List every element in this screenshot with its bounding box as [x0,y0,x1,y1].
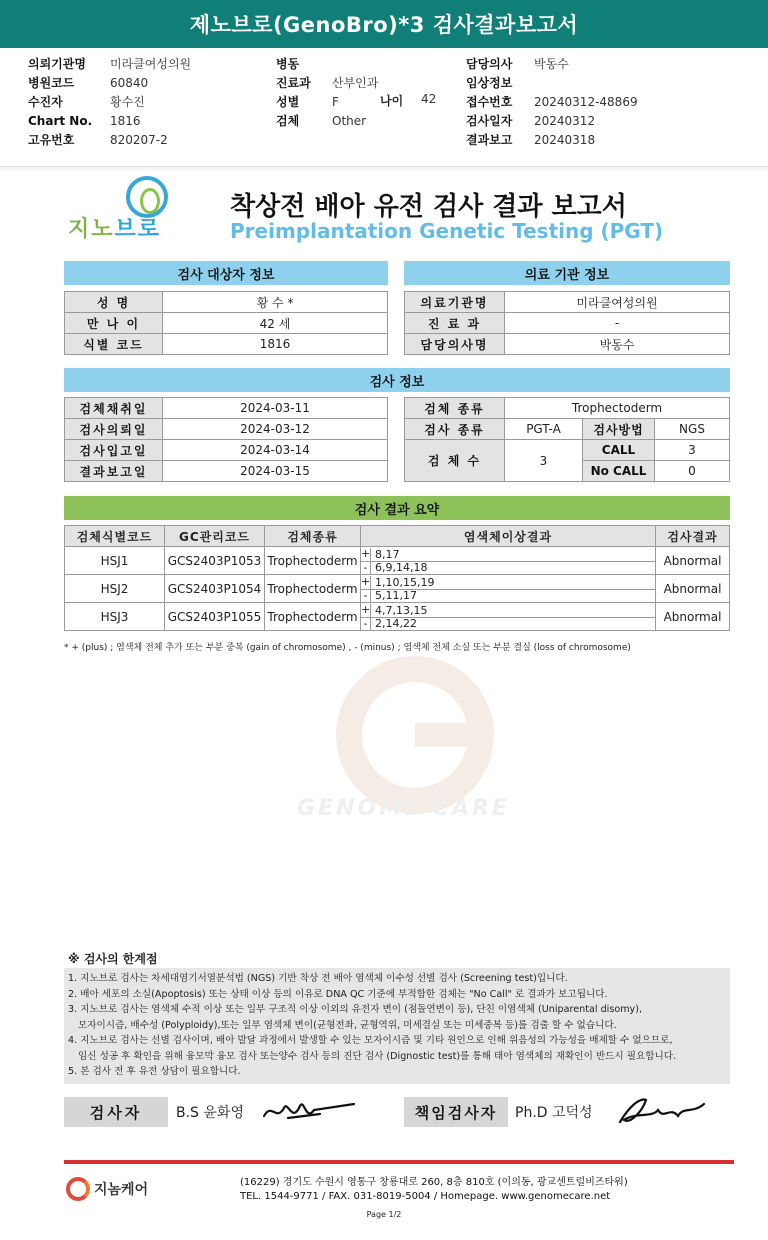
report-date: 2024-03-15 [163,461,388,482]
clinic-org-label: 의료기관명 [405,292,505,313]
limitations-box [64,968,730,1084]
genobro-logo [62,176,192,244]
limitation-line: 임신 성공 후 확인을 위해 융모막 융모 검사 또는양수 검사 등의 진단 검사 (Dignostic test)를 통해 태아 염색체의 재확인이 반드시 필요합니다. [78,1050,677,1062]
limitation-line: 4. 지노브로 검사는 선별 검사이며, 배아 발달 과정에서 발생할 수 있는 모자이시즘 및 기타 원인으로 인해 위음성의 가능성을 배제할 수 없으므로, [68,1035,673,1046]
sample-id: HSJ1 [65,547,165,575]
plus-sign: + [361,602,371,616]
sample-id: HSJ2 [65,575,165,603]
footer-divider [64,1160,734,1164]
header-label: 담당의사 [466,57,513,71]
subject-age-label: 만 나 이 [65,313,163,334]
call-label: CALL [583,440,655,461]
watermark-text: GENOME CARE [297,796,510,821]
header-column-1 [28,54,191,149]
minus-sign: - [361,618,371,630]
test-type-label: 검사 종류 [405,419,505,440]
test-method: NGS [655,419,730,440]
header-label: 검사일자 [466,114,513,128]
footer-address-block [240,1176,628,1204]
specimen-count: 3 [505,440,583,482]
header-label: Chart No. [28,113,93,128]
nocall-label: No CALL [583,461,655,482]
loss-list: 6,9,14,18 [375,561,428,574]
header-value: 산부인과 [332,76,379,90]
footer-logo-text: 지놈케어 [94,1182,149,1198]
header-value: F [332,94,339,109]
test-result: Abnormal [656,547,730,575]
gc-code: GCS2403P1054 [165,575,265,603]
clinic-table [404,291,730,355]
test-dates-table [64,397,388,482]
sample-id: HSJ3 [65,603,165,631]
footer-address: (16229) 경기도 수원시 영통구 창룡대로 260, 8층 810호 (이의동, 광교센트럴비즈타워) [240,1177,628,1188]
subject-id-label: 식별 코드 [65,334,163,355]
minus-sign: - [361,562,371,574]
clinic-doctor-label: 담당의사명 [405,334,505,355]
limitation-line: 5. 본 검사 전 후 유전 상담이 필요합니다. [68,1066,241,1077]
subject-age: 42 세 [163,313,388,334]
header-value: Other [332,113,367,128]
table-row [65,575,730,603]
header-label: 병원코드 [28,76,75,90]
limitation-line: 2. 배아 세포의 소실(Apoptosis) 또는 상태 이상 등의 이유로 DNA QC 기준에 부적합한 검체는 "No Call" 로 결과가 보고됩니다. [68,988,608,1000]
limitations-title: ※ 검사의 한계점 [68,952,158,966]
header-value: 820207-2 [110,132,168,147]
footer-contact: TEL. 1544-9771 / FAX. 031-8019-5004 / Homepage. www.genomecare.net [240,1191,611,1202]
gain-list: 8,17 [375,547,400,561]
header-column-2 [276,54,378,130]
chromosome-result [361,575,656,603]
header-label: 임상정보 [466,76,513,90]
sample-type: Trophectoderm [265,547,361,575]
nocall-count: 0 [655,461,730,482]
header-label: 수진자 [28,95,63,109]
subject-name: 황 수 * [163,292,388,313]
receive-date: 2024-03-14 [163,440,388,461]
clinic-dept: - [505,313,730,334]
header-label: 고유번호 [28,133,75,147]
results-col-header: 검사결과 [656,526,730,547]
results-col-header: 염색체이상결과 [361,526,656,547]
header-value: 20240312-48869 [534,94,638,109]
header-age-value: 42 [421,92,437,106]
clinic-dept-label: 진 료 과 [405,313,505,334]
report-date-label: 결과보고일 [65,461,163,482]
header-value: 1816 [110,113,141,128]
limitation-line: 3. 지노브로 검사는 염색체 수적 이상 또는 일부 구조적 이상 이외의 유전자 변이 (점돌연변이 등), 단친 이염색체 (Uniparental disomy), [68,1004,643,1015]
sample-type: Trophectoderm [265,603,361,631]
call-count: 3 [655,440,730,461]
header-label: 결과보고 [466,133,513,147]
report-title: 착상전 배아 유전 검사 결과 보고서 [230,192,627,222]
page-number: Page 1/2 [366,1210,402,1219]
request-date-label: 검사의뢰일 [65,419,163,440]
genomecare-logo [66,1177,148,1201]
specimen-type-label: 검체 종류 [405,398,505,419]
examiner-label: 검사자 [64,1097,168,1127]
clinic-section-heading: 의료 기관 정보 [404,261,730,285]
header-age-label: 나이 [380,94,404,108]
table-row [65,547,730,575]
report-banner [0,0,768,48]
header-column-3 [466,54,638,149]
header-label: 병동 [276,57,300,71]
report-subtitle: Preimplantation Genetic Testing (PGT) [230,219,664,243]
logo-text: 지노브로 [68,217,162,242]
header-value: 황수진 [110,95,145,109]
table-row [65,603,730,631]
request-date: 2024-03-12 [163,419,388,440]
results-col-header: 검체식별코드 [65,526,165,547]
gain-list: 1,10,15,19 [375,575,435,589]
chief-signature-icon [612,1092,712,1132]
header-value: 미라클여성의원 [110,57,192,71]
chief-examiner-label: 책임검사자 [404,1097,508,1127]
header-label: 검체 [276,114,300,128]
test-specimen-table [404,397,730,482]
receive-date-label: 검사입고일 [65,440,163,461]
chromosome-result [361,547,656,575]
results-heading: 검사 결과 요약 [64,496,730,520]
header-label: 진료과 [276,76,311,90]
plus-sign: + [361,546,371,560]
section-divider [0,166,768,172]
header-value: 60840 [110,75,149,90]
loss-list: 5,11,17 [375,589,417,602]
test-info-heading: 검사 정보 [64,368,730,392]
limitation-line: 1. 지노브로 검사는 차세대염기서열분석법 (NGS) 기반 착상 전 배아 염색체 이수성 선별 검사 (Screening test)입니다. [68,973,568,984]
results-table [64,525,730,631]
header-value: 박동수 [534,57,569,71]
genomecare-watermark-icon [330,650,500,820]
loss-list: 2,14,22 [375,617,417,630]
test-method-label: 검사방법 [583,419,655,440]
results-col-header: GC관리코드 [165,526,265,547]
header-value: 20240312 [534,113,596,128]
test-type: PGT-A [505,419,583,440]
examiner-signature-icon [258,1092,364,1130]
subject-id: 1816 [163,334,388,355]
specimen-type: Trophectoderm [505,398,730,419]
plus-sign: + [361,574,371,588]
header-label: 접수번호 [466,95,513,109]
clinic-doctor: 박동수 [505,334,730,355]
chief-examiner-name: Ph.D 고덕성 [515,1105,593,1121]
chromosome-result [361,603,656,631]
test-result: Abnormal [656,575,730,603]
header-label: 의뢰기관명 [28,57,86,71]
results-footnote: * + (plus) ; 염색체 전체 추가 또는 부분 중복 (gain of chromosome) , - (minus) ; 염색체 전체 소실 또는 부분 결실 (loss of chromosome) [64,643,631,653]
test-result: Abnormal [656,603,730,631]
minus-sign: - [361,590,371,602]
sample-type: Trophectoderm [265,575,361,603]
header-label: 성별 [276,95,300,109]
collect-date-label: 검체채취일 [65,398,163,419]
subject-table [64,291,388,355]
results-col-header: 검체종류 [265,526,361,547]
specimen-count-label: 검 체 수 [405,440,505,482]
gc-code: GCS2403P1055 [165,603,265,631]
genomecare-g-icon [66,1177,90,1201]
header-value: 20240318 [534,132,596,147]
examiner-name: B.S 윤화영 [176,1105,244,1121]
limitation-line: 모자이시즘, 배수성 (Polyploidy),또는 일부 염색체 변이(균형전좌, 균형역위, 미세결실 또는 미세중복 등)를 검출 할 수 없습니다. [78,1019,617,1031]
collect-date: 2024-03-11 [163,398,388,419]
clinic-org: 미라클여성의원 [505,292,730,313]
gain-list: 4,7,13,15 [375,603,428,617]
subject-section-heading: 검사 대상자 정보 [64,261,388,285]
subject-name-label: 성 명 [65,292,163,313]
gc-code: GCS2403P1053 [165,547,265,575]
banner-title: 제노브로(GenoBro)*3 검사결과보고서 [189,13,579,37]
